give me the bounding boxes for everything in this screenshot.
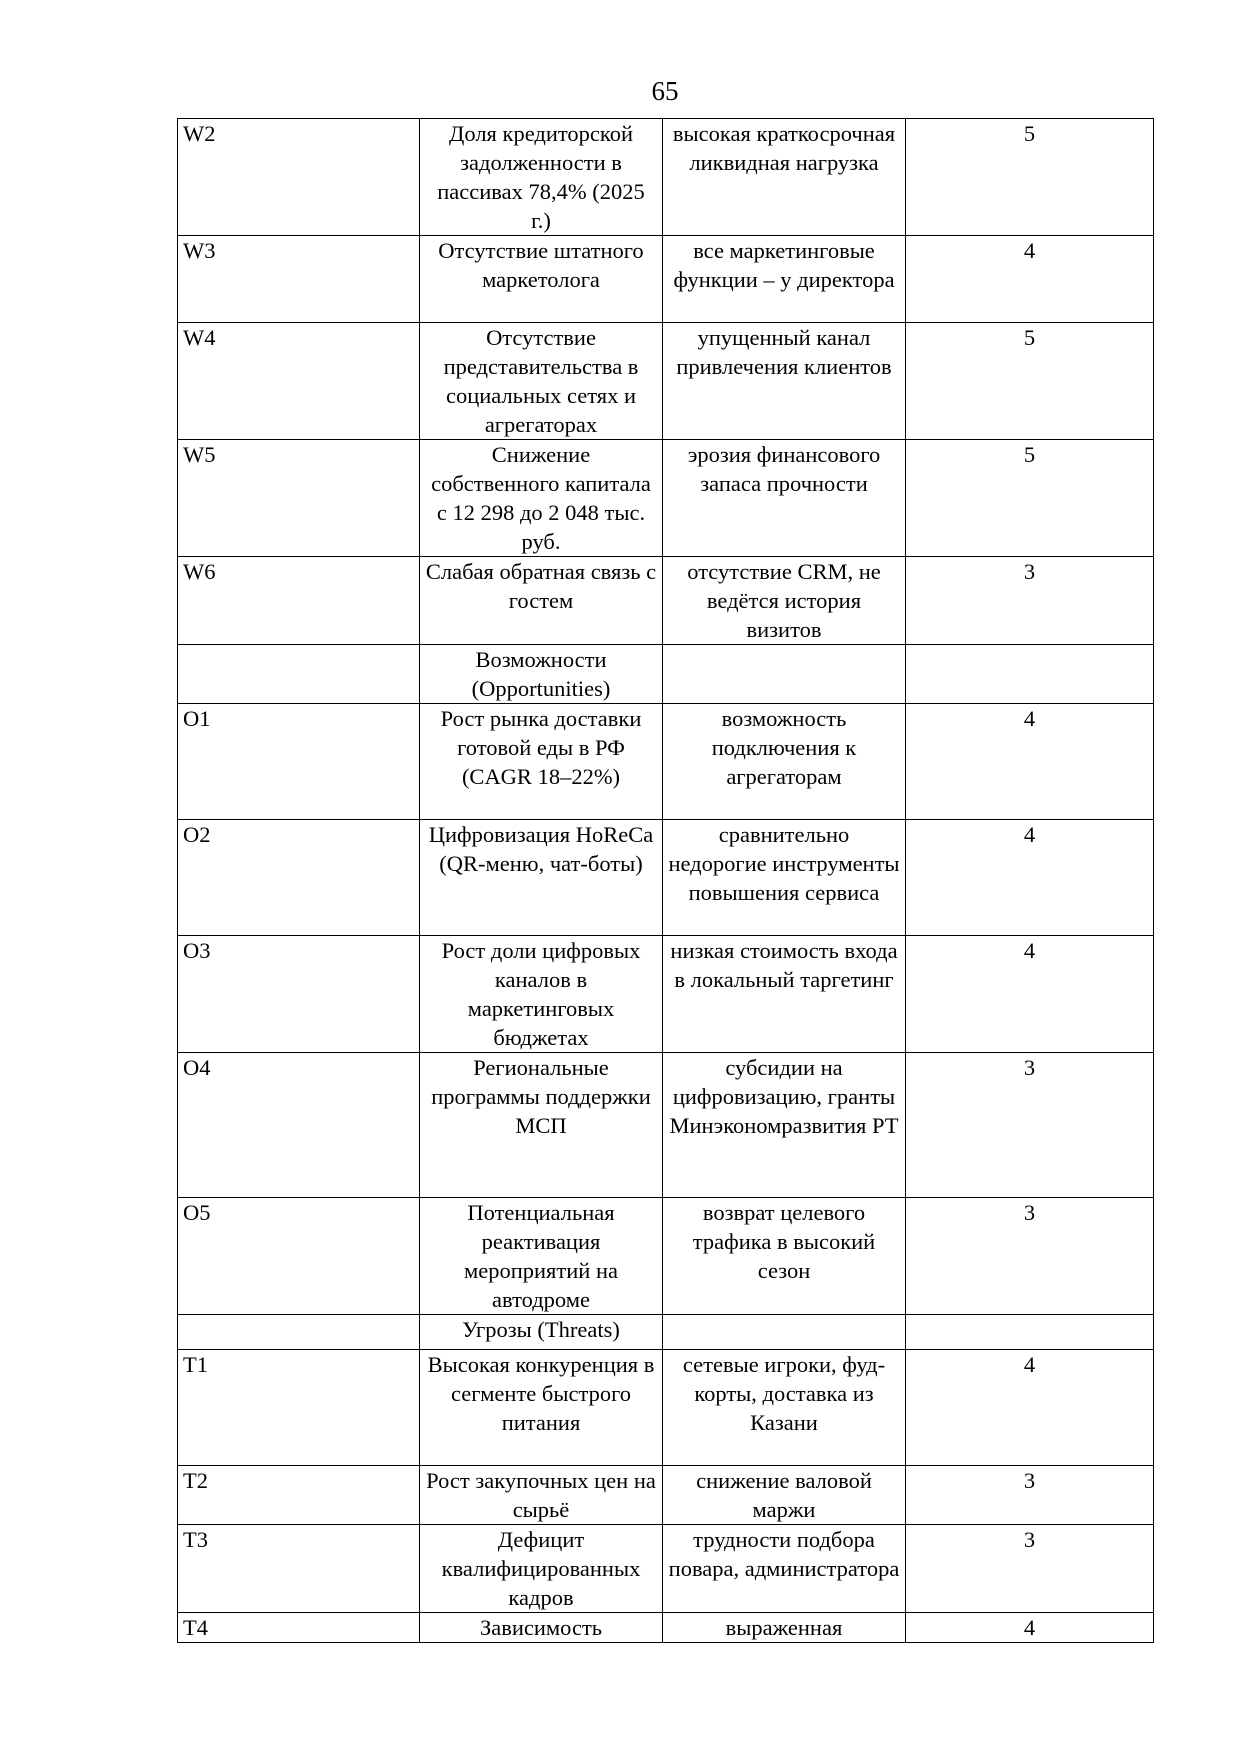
table-row xyxy=(178,1466,1154,1525)
row-factor: Снижение собственного капитала с 12 298 до 2 048 тыс. руб. xyxy=(420,440,663,557)
table-row xyxy=(178,704,1154,820)
row-code: T3 xyxy=(178,1525,420,1613)
row-impact xyxy=(663,645,906,704)
table-row xyxy=(178,1613,1154,1643)
row-factor: Потенциальная реактивация мероприятий на автодроме xyxy=(420,1198,663,1315)
row-impact: возможность подключения к агрегаторам xyxy=(663,704,906,820)
row-code: O5 xyxy=(178,1198,420,1315)
row-code: O2 xyxy=(178,820,420,936)
row-impact: упущенный канал привлечения клиентов xyxy=(663,323,906,440)
table-row xyxy=(178,557,1154,645)
row-score: 3 xyxy=(906,1525,1154,1613)
section-heading: Возможности (Opportunities) xyxy=(420,645,663,704)
row-score: 4 xyxy=(906,704,1154,820)
row-factor: Отсутствие штатного маркетолога xyxy=(420,236,663,323)
row-score: 3 xyxy=(906,557,1154,645)
row-score: 4 xyxy=(906,1613,1154,1643)
table-row xyxy=(178,1525,1154,1613)
table-row xyxy=(178,936,1154,1053)
table-row xyxy=(178,1350,1154,1466)
row-score: 4 xyxy=(906,936,1154,1053)
table-row xyxy=(178,119,1154,236)
section-heading: Угрозы (Threats) xyxy=(420,1315,663,1350)
row-impact: все маркетинговые функции – у директора xyxy=(663,236,906,323)
section-row-threats xyxy=(178,1315,1154,1350)
swot-table xyxy=(177,118,1154,1643)
row-factor: Слабая обратная связь с гостем xyxy=(420,557,663,645)
table-row xyxy=(178,1053,1154,1198)
table-row xyxy=(178,236,1154,323)
row-impact: субсидии на цифровизацию, гранты Минэкономразвития РТ xyxy=(663,1053,906,1198)
row-factor: Отсутствие представительства в социальных сетях и агрегаторах xyxy=(420,323,663,440)
row-code: T2 xyxy=(178,1466,420,1525)
row-factor: Рост закупочных цен на сырьё xyxy=(420,1466,663,1525)
table-row xyxy=(178,440,1154,557)
row-code: W2 xyxy=(178,119,420,236)
row-impact: отсутствие CRM, не ведётся история визитов xyxy=(663,557,906,645)
table-row xyxy=(178,820,1154,936)
row-code: O4 xyxy=(178,1053,420,1198)
section-row-opportunities xyxy=(178,645,1154,704)
table-row xyxy=(178,323,1154,440)
row-code: T4 xyxy=(178,1613,420,1643)
row-score: 5 xyxy=(906,440,1154,557)
row-impact xyxy=(663,1315,906,1350)
page-number: 65 xyxy=(651,76,679,106)
row-score: 3 xyxy=(906,1466,1154,1525)
row-code: W3 xyxy=(178,236,420,323)
row-factor: Рост доли цифровых каналов в маркетинговых бюджетах xyxy=(420,936,663,1053)
row-score xyxy=(906,1315,1154,1350)
row-impact: низкая стоимость входа в локальный таргетинг xyxy=(663,936,906,1053)
row-impact: сравнительно недорогие инструменты повышения сервиса xyxy=(663,820,906,936)
row-factor: Региональные программы поддержки МСП xyxy=(420,1053,663,1198)
row-code: T1 xyxy=(178,1350,420,1466)
row-impact: снижение валовой маржи xyxy=(663,1466,906,1525)
row-score: 5 xyxy=(906,119,1154,236)
row-score xyxy=(906,645,1154,704)
row-factor: Цифровизация HoReCa (QR-меню, чат-боты) xyxy=(420,820,663,936)
row-factor: Рост рынка доставки готовой еды в РФ (CAGR 18–22%) xyxy=(420,704,663,820)
row-code xyxy=(178,645,420,704)
row-factor: Доля кредиторской задолженности в пассивах 78,4% (2025 г.) xyxy=(420,119,663,236)
row-score: 5 xyxy=(906,323,1154,440)
row-score: 3 xyxy=(906,1053,1154,1198)
row-code: W5 xyxy=(178,440,420,557)
row-factor: Зависимость xyxy=(420,1613,663,1643)
row-impact: трудности подбора повара, администратора xyxy=(663,1525,906,1613)
row-score: 3 xyxy=(906,1198,1154,1315)
row-code: W6 xyxy=(178,557,420,645)
row-impact: выраженная xyxy=(663,1613,906,1643)
row-factor: Высокая конкуренция в сегменте быстрого питания xyxy=(420,1350,663,1466)
row-factor: Дефицит квалифицированных кадров xyxy=(420,1525,663,1613)
table-row xyxy=(178,1198,1154,1315)
row-impact: высокая краткосрочная ликвидная нагрузка xyxy=(663,119,906,236)
row-code: W4 xyxy=(178,323,420,440)
row-impact: эрозия финансового запаса прочности xyxy=(663,440,906,557)
row-code xyxy=(178,1315,420,1350)
row-score: 4 xyxy=(906,236,1154,323)
row-code: O1 xyxy=(178,704,420,820)
row-impact: сетевые игроки, фуд-корты, доставка из Казани xyxy=(663,1350,906,1466)
row-impact: возврат целевого трафика в высокий сезон xyxy=(663,1198,906,1315)
row-score: 4 xyxy=(906,820,1154,936)
row-score: 4 xyxy=(906,1350,1154,1466)
row-code: O3 xyxy=(178,936,420,1053)
